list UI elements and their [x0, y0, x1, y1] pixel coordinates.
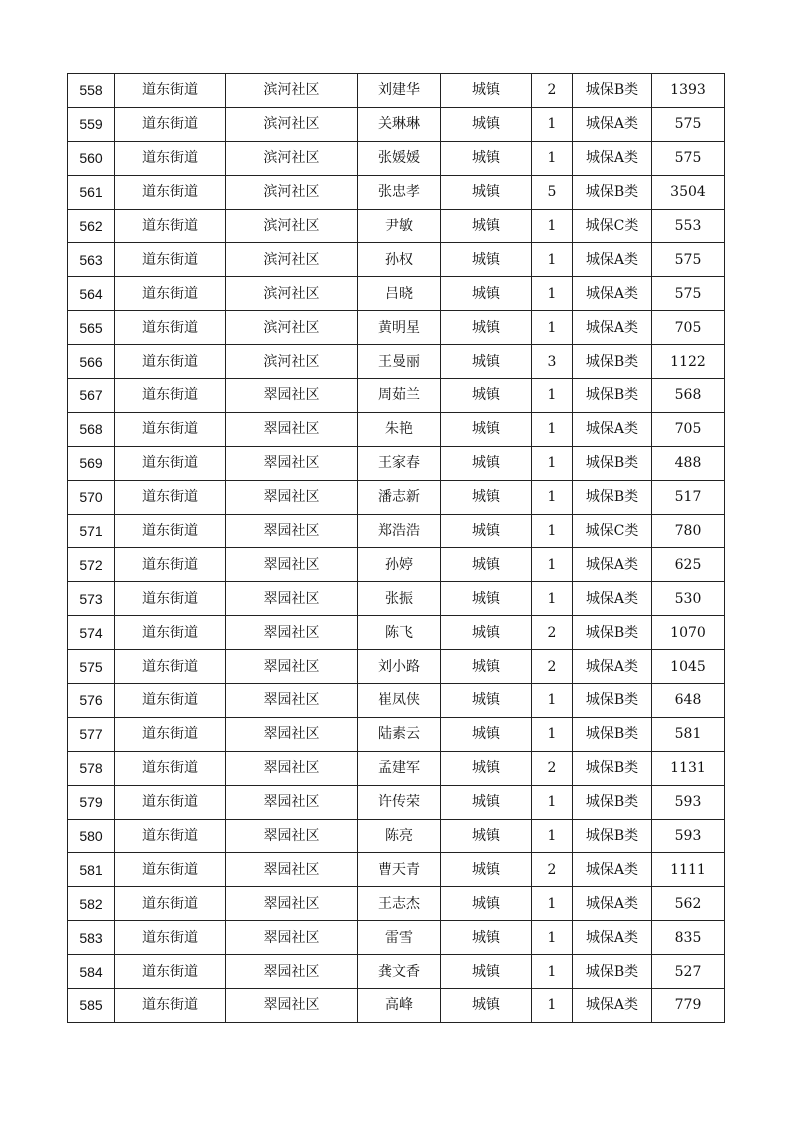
community-cell: 翠园社区	[226, 480, 358, 514]
name-cell: 刘建华	[358, 74, 441, 108]
household-type-cell: 城镇	[441, 480, 532, 514]
category-cell: 城保B类	[573, 446, 652, 480]
category-cell: 城保A类	[573, 989, 652, 1023]
community-cell: 滨河社区	[226, 209, 358, 243]
persons-cell: 2	[532, 751, 573, 785]
amount-cell: 779	[652, 989, 725, 1023]
household-type-cell: 城镇	[441, 277, 532, 311]
row-number: 571	[68, 514, 115, 548]
category-cell: 城保B类	[573, 345, 652, 379]
community-cell: 滨河社区	[226, 107, 358, 141]
category-cell: 城保B类	[573, 751, 652, 785]
community-cell: 滨河社区	[226, 74, 358, 108]
household-type-cell: 城镇	[441, 243, 532, 277]
persons-cell: 1	[532, 277, 573, 311]
persons-cell: 1	[532, 107, 573, 141]
table-row	[68, 989, 725, 1023]
name-cell: 龚文香	[358, 955, 441, 989]
category-cell: 城保A类	[573, 107, 652, 141]
row-number: 567	[68, 379, 115, 413]
street-cell: 道东街道	[115, 853, 226, 887]
amount-cell: 648	[652, 684, 725, 718]
household-type-cell: 城镇	[441, 887, 532, 921]
name-cell: 陈飞	[358, 616, 441, 650]
amount-cell: 581	[652, 717, 725, 751]
row-number: 583	[68, 921, 115, 955]
row-number: 559	[68, 107, 115, 141]
household-type-cell: 城镇	[441, 514, 532, 548]
household-type-cell: 城镇	[441, 175, 532, 209]
persons-cell: 1	[532, 379, 573, 413]
household-type-cell: 城镇	[441, 751, 532, 785]
row-number: 565	[68, 311, 115, 345]
amount-cell: 575	[652, 277, 725, 311]
name-cell: 张忠孝	[358, 175, 441, 209]
category-cell: 城保A类	[573, 548, 652, 582]
household-type-cell: 城镇	[441, 853, 532, 887]
name-cell: 孙权	[358, 243, 441, 277]
persons-cell: 1	[532, 141, 573, 175]
street-cell: 道东街道	[115, 887, 226, 921]
community-cell: 翠园社区	[226, 650, 358, 684]
street-cell: 道东街道	[115, 616, 226, 650]
amount-cell: 517	[652, 480, 725, 514]
persons-cell: 1	[532, 684, 573, 718]
street-cell: 道东街道	[115, 785, 226, 819]
name-cell: 崔凤侠	[358, 684, 441, 718]
community-cell: 翠园社区	[226, 989, 358, 1023]
amount-cell: 1122	[652, 345, 725, 379]
name-cell: 孙婷	[358, 548, 441, 582]
persons-cell: 2	[532, 650, 573, 684]
category-cell: 城保B类	[573, 785, 652, 819]
persons-cell: 1	[532, 480, 573, 514]
name-cell: 许传荣	[358, 785, 441, 819]
street-cell: 道东街道	[115, 379, 226, 413]
household-type-cell: 城镇	[441, 616, 532, 650]
table-row	[68, 717, 725, 751]
street-cell: 道东街道	[115, 243, 226, 277]
street-cell: 道东街道	[115, 548, 226, 582]
row-number: 564	[68, 277, 115, 311]
row-number: 585	[68, 989, 115, 1023]
name-cell: 高峰	[358, 989, 441, 1023]
amount-cell: 1045	[652, 650, 725, 684]
household-type-cell: 城镇	[441, 446, 532, 480]
table-row	[68, 955, 725, 989]
household-type-cell: 城镇	[441, 141, 532, 175]
category-cell: 城保A类	[573, 311, 652, 345]
category-cell: 城保A类	[573, 582, 652, 616]
category-cell: 城保B类	[573, 684, 652, 718]
row-number: 578	[68, 751, 115, 785]
table-row	[68, 650, 725, 684]
row-number: 579	[68, 785, 115, 819]
roster-table	[67, 73, 725, 1023]
household-type-cell: 城镇	[441, 717, 532, 751]
table-row	[68, 412, 725, 446]
table-row	[68, 277, 725, 311]
amount-cell: 553	[652, 209, 725, 243]
street-cell: 道东街道	[115, 480, 226, 514]
community-cell: 翠园社区	[226, 819, 358, 853]
row-number: 563	[68, 243, 115, 277]
persons-cell: 1	[532, 412, 573, 446]
amount-cell: 780	[652, 514, 725, 548]
table-row	[68, 74, 725, 108]
street-cell: 道东街道	[115, 684, 226, 718]
household-type-cell: 城镇	[441, 412, 532, 446]
persons-cell: 2	[532, 853, 573, 887]
name-cell: 曹天青	[358, 853, 441, 887]
street-cell: 道东街道	[115, 717, 226, 751]
row-number: 569	[68, 446, 115, 480]
persons-cell: 1	[532, 209, 573, 243]
community-cell: 翠园社区	[226, 955, 358, 989]
name-cell: 尹敏	[358, 209, 441, 243]
persons-cell: 1	[532, 514, 573, 548]
persons-cell: 1	[532, 955, 573, 989]
persons-cell: 1	[532, 446, 573, 480]
category-cell: 城保A类	[573, 921, 652, 955]
name-cell: 黄明星	[358, 311, 441, 345]
name-cell: 郑浩浩	[358, 514, 441, 548]
table-row	[68, 141, 725, 175]
street-cell: 道东街道	[115, 209, 226, 243]
amount-cell: 575	[652, 107, 725, 141]
name-cell: 陆素云	[358, 717, 441, 751]
household-type-cell: 城镇	[441, 819, 532, 853]
persons-cell: 2	[532, 616, 573, 650]
persons-cell: 1	[532, 243, 573, 277]
category-cell: 城保A类	[573, 412, 652, 446]
category-cell: 城保C类	[573, 209, 652, 243]
category-cell: 城保A类	[573, 243, 652, 277]
street-cell: 道东街道	[115, 819, 226, 853]
persons-cell: 1	[532, 311, 573, 345]
community-cell: 翠园社区	[226, 379, 358, 413]
row-number: 573	[68, 582, 115, 616]
street-cell: 道东街道	[115, 582, 226, 616]
street-cell: 道东街道	[115, 345, 226, 379]
row-number: 566	[68, 345, 115, 379]
table-row	[68, 616, 725, 650]
table-row	[68, 379, 725, 413]
persons-cell: 2	[532, 74, 573, 108]
table-row	[68, 446, 725, 480]
row-number: 562	[68, 209, 115, 243]
row-number: 574	[68, 616, 115, 650]
amount-cell: 3504	[652, 175, 725, 209]
household-type-cell: 城镇	[441, 379, 532, 413]
roster-body	[68, 74, 725, 1023]
persons-cell: 1	[532, 921, 573, 955]
persons-cell: 1	[532, 887, 573, 921]
community-cell: 翠园社区	[226, 853, 358, 887]
table-row	[68, 785, 725, 819]
category-cell: 城保B类	[573, 74, 652, 108]
amount-cell: 530	[652, 582, 725, 616]
category-cell: 城保B类	[573, 819, 652, 853]
amount-cell: 705	[652, 311, 725, 345]
community-cell: 翠园社区	[226, 751, 358, 785]
category-cell: 城保C类	[573, 514, 652, 548]
community-cell: 滨河社区	[226, 277, 358, 311]
persons-cell: 3	[532, 345, 573, 379]
row-number: 560	[68, 141, 115, 175]
row-number: 568	[68, 412, 115, 446]
row-number: 580	[68, 819, 115, 853]
row-number: 570	[68, 480, 115, 514]
row-number: 581	[68, 853, 115, 887]
name-cell: 王志杰	[358, 887, 441, 921]
row-number: 576	[68, 684, 115, 718]
household-type-cell: 城镇	[441, 209, 532, 243]
household-type-cell: 城镇	[441, 650, 532, 684]
household-type-cell: 城镇	[441, 921, 532, 955]
community-cell: 滨河社区	[226, 311, 358, 345]
street-cell: 道东街道	[115, 175, 226, 209]
amount-cell: 562	[652, 887, 725, 921]
community-cell: 翠园社区	[226, 514, 358, 548]
household-type-cell: 城镇	[441, 548, 532, 582]
category-cell: 城保B类	[573, 616, 652, 650]
row-number: 572	[68, 548, 115, 582]
street-cell: 道东街道	[115, 412, 226, 446]
name-cell: 潘志新	[358, 480, 441, 514]
category-cell: 城保A类	[573, 853, 652, 887]
amount-cell: 527	[652, 955, 725, 989]
table-row	[68, 514, 725, 548]
table-row	[68, 921, 725, 955]
street-cell: 道东街道	[115, 650, 226, 684]
persons-cell: 1	[532, 989, 573, 1023]
persons-cell: 1	[532, 548, 573, 582]
community-cell: 翠园社区	[226, 785, 358, 819]
amount-cell: 488	[652, 446, 725, 480]
community-cell: 滨河社区	[226, 345, 358, 379]
community-cell: 翠园社区	[226, 412, 358, 446]
household-type-cell: 城镇	[441, 582, 532, 616]
table-row	[68, 107, 725, 141]
community-cell: 滨河社区	[226, 141, 358, 175]
household-type-cell: 城镇	[441, 785, 532, 819]
community-cell: 翠园社区	[226, 887, 358, 921]
amount-cell: 835	[652, 921, 725, 955]
table-row	[68, 684, 725, 718]
amount-cell: 1070	[652, 616, 725, 650]
category-cell: 城保B类	[573, 717, 652, 751]
household-type-cell: 城镇	[441, 955, 532, 989]
persons-cell: 1	[532, 717, 573, 751]
row-number: 575	[68, 650, 115, 684]
street-cell: 道东街道	[115, 514, 226, 548]
category-cell: 城保B类	[573, 480, 652, 514]
household-type-cell: 城镇	[441, 107, 532, 141]
row-number: 577	[68, 717, 115, 751]
category-cell: 城保B类	[573, 175, 652, 209]
household-type-cell: 城镇	[441, 684, 532, 718]
community-cell: 翠园社区	[226, 616, 358, 650]
community-cell: 翠园社区	[226, 684, 358, 718]
household-type-cell: 城镇	[441, 311, 532, 345]
street-cell: 道东街道	[115, 446, 226, 480]
street-cell: 道东街道	[115, 107, 226, 141]
table-row	[68, 548, 725, 582]
street-cell: 道东街道	[115, 311, 226, 345]
street-cell: 道东街道	[115, 74, 226, 108]
table-row	[68, 345, 725, 379]
street-cell: 道东街道	[115, 921, 226, 955]
amount-cell: 593	[652, 785, 725, 819]
category-cell: 城保B类	[573, 379, 652, 413]
name-cell: 张媛媛	[358, 141, 441, 175]
category-cell: 城保B类	[573, 955, 652, 989]
amount-cell: 1131	[652, 751, 725, 785]
name-cell: 陈亮	[358, 819, 441, 853]
table-row	[68, 819, 725, 853]
amount-cell: 575	[652, 243, 725, 277]
persons-cell: 1	[532, 785, 573, 819]
table-row	[68, 209, 725, 243]
persons-cell: 5	[532, 175, 573, 209]
row-number: 561	[68, 175, 115, 209]
community-cell: 滨河社区	[226, 243, 358, 277]
community-cell: 翠园社区	[226, 582, 358, 616]
table-row	[68, 751, 725, 785]
name-cell: 关琳琳	[358, 107, 441, 141]
community-cell: 滨河社区	[226, 175, 358, 209]
persons-cell: 1	[532, 582, 573, 616]
community-cell: 翠园社区	[226, 446, 358, 480]
persons-cell: 1	[532, 819, 573, 853]
street-cell: 道东街道	[115, 141, 226, 175]
name-cell: 雷雪	[358, 921, 441, 955]
name-cell: 刘小路	[358, 650, 441, 684]
community-cell: 翠园社区	[226, 548, 358, 582]
name-cell: 张振	[358, 582, 441, 616]
table-row	[68, 311, 725, 345]
row-number: 582	[68, 887, 115, 921]
name-cell: 孟建军	[358, 751, 441, 785]
community-cell: 翠园社区	[226, 921, 358, 955]
household-type-cell: 城镇	[441, 74, 532, 108]
table-row	[68, 480, 725, 514]
street-cell: 道东街道	[115, 955, 226, 989]
street-cell: 道东街道	[115, 277, 226, 311]
street-cell: 道东街道	[115, 989, 226, 1023]
row-number: 558	[68, 74, 115, 108]
name-cell: 王家春	[358, 446, 441, 480]
name-cell: 周茹兰	[358, 379, 441, 413]
category-cell: 城保A类	[573, 141, 652, 175]
amount-cell: 1111	[652, 853, 725, 887]
amount-cell: 625	[652, 548, 725, 582]
name-cell: 王曼丽	[358, 345, 441, 379]
amount-cell: 593	[652, 819, 725, 853]
amount-cell: 1393	[652, 74, 725, 108]
category-cell: 城保A类	[573, 887, 652, 921]
table-row	[68, 175, 725, 209]
amount-cell: 705	[652, 412, 725, 446]
table-row	[68, 853, 725, 887]
name-cell: 吕晓	[358, 277, 441, 311]
name-cell: 朱艳	[358, 412, 441, 446]
amount-cell: 568	[652, 379, 725, 413]
household-type-cell: 城镇	[441, 345, 532, 379]
table-row	[68, 243, 725, 277]
household-type-cell: 城镇	[441, 989, 532, 1023]
community-cell: 翠园社区	[226, 717, 358, 751]
row-number: 584	[68, 955, 115, 989]
category-cell: 城保A类	[573, 277, 652, 311]
street-cell: 道东街道	[115, 751, 226, 785]
amount-cell: 575	[652, 141, 725, 175]
category-cell: 城保A类	[573, 650, 652, 684]
table-row	[68, 582, 725, 616]
table-row	[68, 887, 725, 921]
